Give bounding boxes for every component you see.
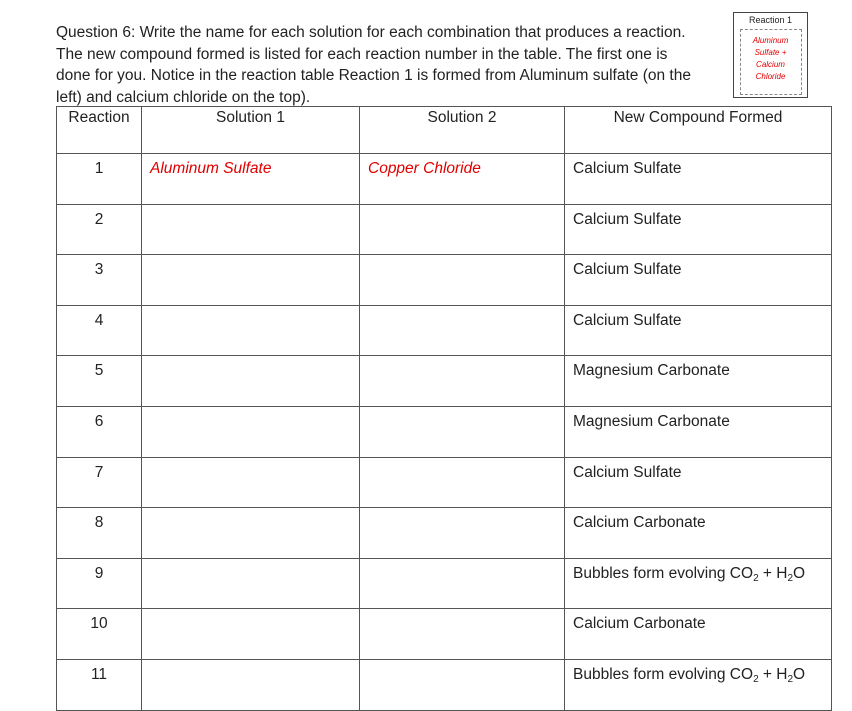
solution-2-cell[interactable] — [360, 356, 565, 407]
solution-2-cell[interactable] — [360, 457, 565, 508]
new-compound-cell: Calcium Sulfate — [565, 255, 832, 306]
table-row — [57, 609, 832, 660]
reaction-number: 10 — [57, 609, 142, 660]
reaction-number: 4 — [57, 305, 142, 356]
solution-2-cell[interactable] — [360, 508, 565, 559]
compound-text: O — [793, 665, 806, 683]
solution-2-cell[interactable] — [360, 406, 565, 457]
solution-2-cell[interactable]: Copper Chloride — [360, 154, 565, 205]
question-line: The new compound formed is listed for each reaction number in the table. The first one is — [56, 45, 668, 63]
question-line: Question 6: Write the name for each solution for each combination that produces a reaction. — [56, 24, 686, 41]
table-row — [57, 154, 832, 205]
table-row — [57, 356, 832, 407]
new-compound-cell: Calcium Sulfate — [565, 305, 832, 356]
reaction-number: 7 — [57, 457, 142, 508]
reaction-number: 2 — [57, 204, 142, 255]
solution-1-cell[interactable] — [142, 305, 360, 356]
table-row — [57, 406, 832, 457]
table-row — [57, 457, 832, 508]
subscript: 2 — [787, 572, 794, 584]
inset-text — [734, 35, 807, 83]
table-row — [57, 255, 832, 306]
table-row — [57, 204, 832, 255]
solution-1-cell[interactable] — [142, 508, 360, 559]
table-row — [57, 305, 832, 356]
solution-2-cell[interactable] — [360, 305, 565, 356]
compound-text: O — [793, 564, 806, 582]
inset-line: Chloride — [755, 72, 786, 81]
solution-2-cell[interactable] — [360, 255, 565, 306]
new-compound-cell: Calcium Sulfate — [565, 457, 832, 508]
reaction-number: 5 — [57, 356, 142, 407]
new-compound-cell — [565, 659, 832, 710]
solution-2-cell[interactable] — [360, 609, 565, 660]
new-compound-cell: Magnesium Carbonate — [565, 406, 832, 457]
header-solution-2: Solution 2 — [360, 107, 565, 154]
new-compound-cell — [565, 558, 832, 609]
table-header-row — [57, 107, 832, 154]
compound-text: Bubbles form evolving CO — [573, 564, 754, 582]
header-new-compound: New Compound Formed — [565, 107, 832, 154]
reaction-number: 9 — [57, 558, 142, 609]
compound-text: + H — [758, 564, 788, 582]
solution-1-cell[interactable] — [142, 204, 360, 255]
header-reaction: Reaction — [57, 107, 142, 154]
solution-1-cell[interactable] — [142, 609, 360, 660]
question-line: done for you. Notice in the reaction table Reaction 1 is formed from Aluminum sulfate (on the — [56, 67, 691, 84]
table-row — [57, 659, 832, 710]
table-row — [57, 558, 832, 609]
reaction-table — [56, 106, 832, 711]
compound-text: + H — [758, 665, 788, 683]
subscript: 2 — [753, 673, 759, 685]
solution-1-cell[interactable] — [142, 356, 360, 407]
header-solution-1: Solution 1 — [142, 107, 360, 154]
solution-2-cell[interactable] — [360, 659, 565, 710]
reaction-number: 8 — [57, 508, 142, 559]
solution-1-cell[interactable] — [142, 457, 360, 508]
solution-1-cell[interactable] — [142, 255, 360, 306]
new-compound-cell: Calcium Sulfate — [565, 154, 832, 205]
new-compound-cell: Magnesium Carbonate — [565, 356, 832, 407]
subscript: 2 — [753, 572, 759, 584]
compound-text: Bubbles form evolving CO — [573, 665, 754, 683]
table-row — [57, 508, 832, 559]
reaction-number: 3 — [57, 255, 142, 306]
inset-line: Calcium — [756, 60, 785, 69]
solution-1-cell[interactable] — [142, 406, 360, 457]
question-line: left) and calcium chloride on the top). — [56, 88, 311, 106]
reaction-number: 1 — [57, 154, 142, 205]
new-compound-cell: Calcium Carbonate — [565, 609, 832, 660]
solution-1-cell[interactable] — [142, 558, 360, 609]
solution-2-cell[interactable] — [360, 204, 565, 255]
subscript: 2 — [787, 673, 794, 685]
reaction-number: 6 — [57, 406, 142, 457]
new-compound-cell: Calcium Carbonate — [565, 508, 832, 559]
question-text — [56, 22, 736, 108]
new-compound-cell: Calcium Sulfate — [565, 204, 832, 255]
solution-2-cell[interactable] — [360, 558, 565, 609]
solution-1-cell[interactable]: Aluminum Sulfate — [142, 154, 360, 205]
solution-1-cell[interactable] — [142, 659, 360, 710]
reaction-inset — [733, 12, 808, 98]
inset-line: Sulfate + — [754, 48, 787, 57]
inset-line: Aluminum — [752, 36, 789, 45]
inset-title: Reaction 1 — [748, 15, 793, 25]
reaction-number: 11 — [57, 659, 142, 710]
